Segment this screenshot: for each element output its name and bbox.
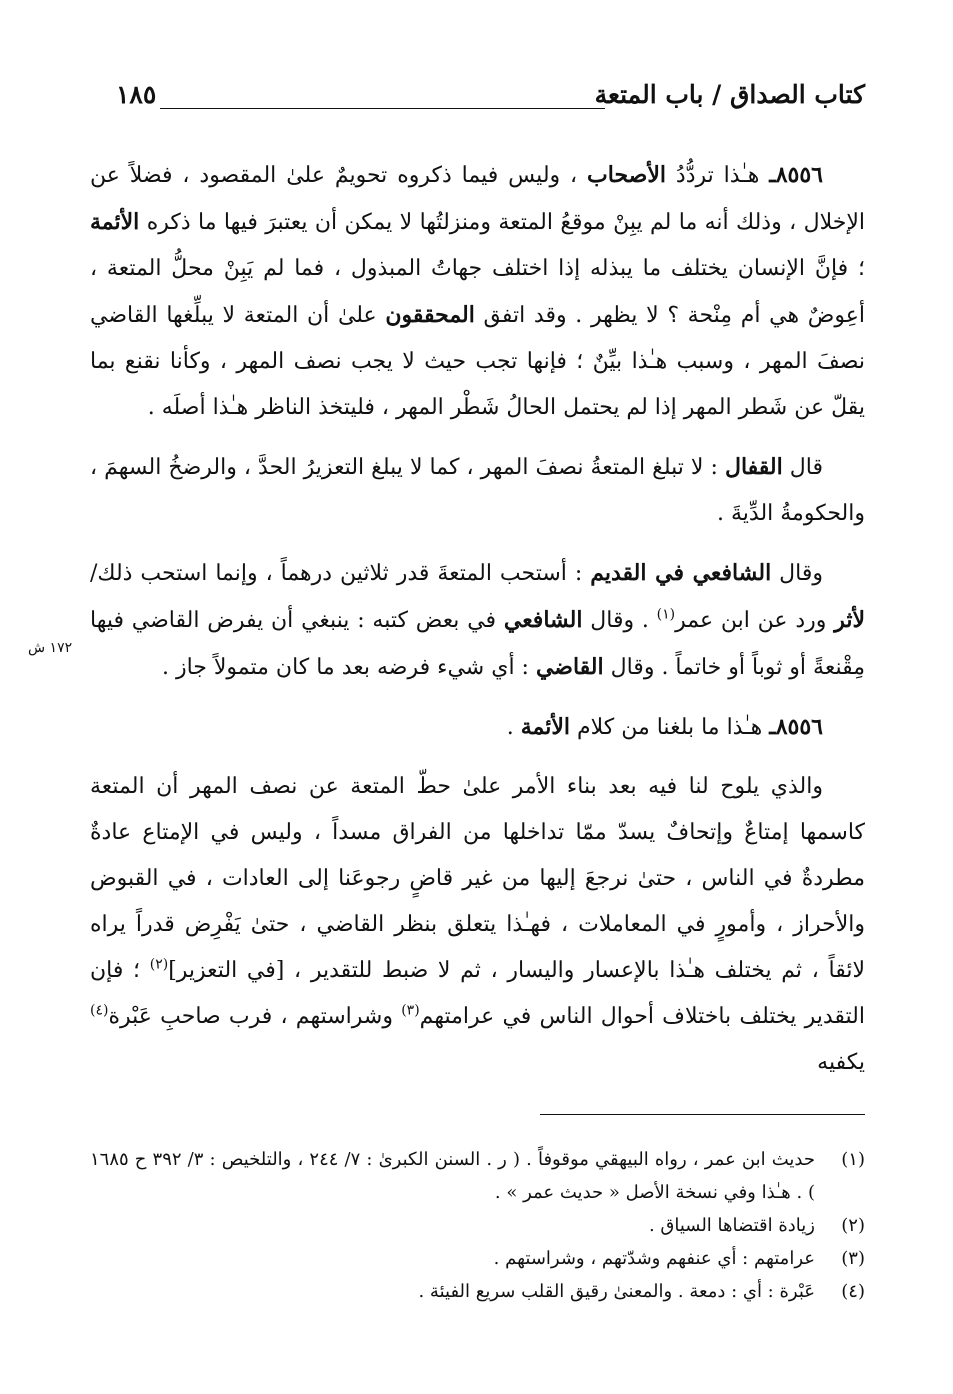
bold-term: الأصحاب [587,162,667,188]
bold-term: القاضي [535,654,604,680]
footnote-separator [540,1114,865,1115]
text-run: علىٰ أن المتعة لا يبلِّغها القاضي نصفَ المهر ، وسبب هـٰذا بيِّنٌ ؛ فإنها تجب حيث لا يجب نصف المهر ، وكأنا نقنع بما يقلّ عن شَطر المهر إذا لم يحتمل الحالُ شَطْر المهر ، فليتخذ الناظر هـٰذا أصلَه . [90,303,865,420]
text-run: يكفيه [817,1050,865,1075]
paragraph-2 [90,444,865,537]
footnote-ref-3[interactable]: (٣) [401,1002,420,1019]
footnote-text: زيادة اقتضاها السياق . [648,1215,815,1236]
running-head [90,80,865,120]
text-run: والذي يلوح لنا فيه بعد بناء الأمر علىٰ حطّ المتعة عن نصف المهر أن المتعة كاسمها إمتاعٌ وإتحافٌ يسدّ ممّا تداخلها من الفراق مسداً ، وليس في الإمتاع عادةٌ مطردةٌ في الناس ، حتىٰ نرجعَ إليها من غير قاضٍ رجوعَنا إلى العادات ، في القبوض والأحراز ، وأمورٍ في المعاملات ، فهـٰذا يتعلق بنظر القاضي ، حتىٰ يَفْرِض قدراً يراه لائقاً ، ثم يختلف هـٰذا بالإعسار واليسار ، ثم لا ضبط للتقدير ، [في التعزير] [90,774,866,983]
text-run: . [506,715,521,740]
paragraph-5 [90,764,865,1086]
text-run: وشراستهم ، فرب صاحبِ عَبْرة [108,1004,402,1029]
footnote-ref-4[interactable]: (٤) [90,1002,109,1019]
text-run: ، وليس فيما ذكروه تحويمٌ علىٰ المقصود ، فضلاً عن الإخلال ، وذلك أنه ما لم يبِنْ موقعُ المتعة ومنزلتُها لا يمكن أن يعتبرَ فيها ما ذكره [90,163,865,235]
footnote-number: (٣) [841,1248,865,1269]
footnotes [90,1143,865,1308]
footnote-number: (١) [841,1149,865,1170]
footnote-text: عرامتهم : أي عنفهم وشدّتهم ، وشراستهم . [493,1248,815,1269]
footnote-ref-1[interactable]: (١) [656,606,676,623]
bold-term: القفال [724,454,783,480]
text-run: وقال [771,561,823,586]
footnote-4 [90,1275,865,1308]
footnote-number: (٢) [841,1215,865,1236]
text-run: ؛ فإنَّ الإنسان يختلف ما يبذله إذا اختلف جهاتُ المبذول ، فما لم يَبِنْ محلُّ المتعة ، أعِوضٌ هي أم مِنْحة ؟ لا يظهر . وقد اتفق [90,256,865,328]
footnote-number: (٤) [841,1281,865,1302]
paragraph-4 [90,704,865,751]
bold-term: الشافعي [503,607,583,633]
text-run: هـٰذا تردُّدُ [666,163,770,188]
bold-term: الأئمة [90,209,140,235]
chapter-title: كتاب الصداق / باب المتعة [594,80,865,109]
text-run: : أستحب المتعةَ قدر ثلاثين درهماً ، وإنما استحب ذلك/ [90,561,591,586]
text-run: . وقال [582,608,657,633]
text-run: ورد عن ابن عمر [675,608,835,633]
bold-term: المحققون [385,302,475,328]
page-number: ١٨٥ [116,80,157,109]
bold-term: لأثر [834,607,865,633]
footnote-3 [90,1242,865,1275]
text-run: : أي شيء فرضه بعد ما كان متمولاً جاز . [161,655,536,680]
footnote-ref-2[interactable]: (٢) [149,956,169,973]
text-run: : لا تبلغ المتعةُ نصفَ المهر ، كما لا يبلغ التعزيرُ الحدَّ ، والرضخُ السهمَ ، والحكومةُ الدِّيةَ . [90,455,865,526]
text-run: في بعض كتبه : ينبغي أن يفرض القاضي فيها مِقْنعةً أو ثوباً أو خاتماً . وقال [90,608,865,680]
bold-term: الشافعي في القديم [590,560,772,586]
bold-term: الأئمة [520,714,570,740]
header-rule [160,108,605,109]
paragraph-3 [90,550,865,691]
footnote-1 [90,1143,865,1209]
text-run: هـٰذا ما بلغنا من كلام [570,715,770,740]
footnote-2 [90,1209,865,1242]
margin-manuscript-note: ١٧٢ ش [28,640,73,656]
section-number: ٨٥٥٦ـ [769,162,823,188]
footnote-text: عَبْرة : أي : دمعة . والمعنىٰ رقيق القلب سريع الفيئة . [418,1281,815,1302]
text-run: قال [782,455,823,480]
footnote-text: حديث ابن عمر ، رواه البيهقي موقوفاً . ( ر . السنن الكبرىٰ : ٧/ ٢٤٤ ، والتلخيص : ٣/ ٣٩٢ ح ١٦٨٥ ) . هـٰذا وفي نسخة الأصل « حديث عمر » . [90,1149,816,1203]
section-number: ٨٥٥٦ـ [769,714,823,740]
text-run: ؛ فإن التقدير يختلف باختلاف أحوال الناس في عرامتهم [90,958,865,1029]
paragraph-1 [90,152,865,431]
main-text [90,152,865,1099]
